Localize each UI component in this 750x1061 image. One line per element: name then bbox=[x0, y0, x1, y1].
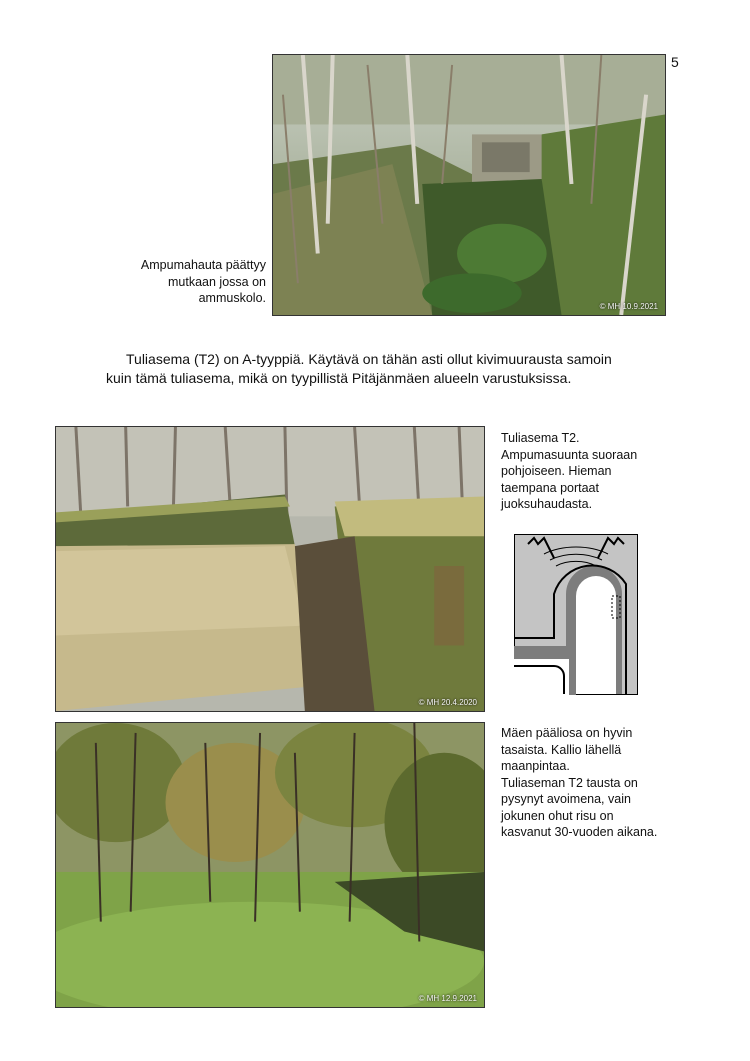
trench-photo bbox=[272, 54, 666, 316]
page-number: 5 bbox=[671, 54, 679, 70]
photo-credit: © MH 20.4.2020 bbox=[418, 698, 477, 707]
photo-caption-1: Ampumahauta päättyy mutkaan jossa on ammuskolo. bbox=[140, 258, 266, 305]
photo-caption-3: Mäen pääliosa on hyvin tasaista. Kallio lähellä maanpintaa. Tuliaseman T2 tausta on pysynyt avoimena, vain jokunen ohut risu on kasvanut 30-vuoden aikana. bbox=[501, 726, 658, 839]
bunker-plan-diagram bbox=[514, 534, 638, 695]
intro-line-1: Tuliasema (T2) on A-tyyppiä. Käytävä on tähän asti ollut kivimuurausta samoin bbox=[126, 351, 612, 367]
intro-line-2: kuin tämä tuliasema, mikä on tyypillistä Pitäjänmäen alueeln varustuksissa. bbox=[106, 370, 572, 386]
photo-caption-2: Tuliasema T2. Ampumasuunta suoraan pohjoiseen. Hieman taempana portaat juoksuhaudasta. bbox=[501, 431, 638, 511]
intro-paragraph bbox=[106, 350, 676, 388]
photo-credit: © MH 10.9.2021 bbox=[599, 302, 658, 311]
bunker-photo bbox=[55, 426, 485, 712]
forest-photo bbox=[55, 722, 485, 1008]
photo-credit: © MH 12.9.2021 bbox=[418, 994, 477, 1003]
